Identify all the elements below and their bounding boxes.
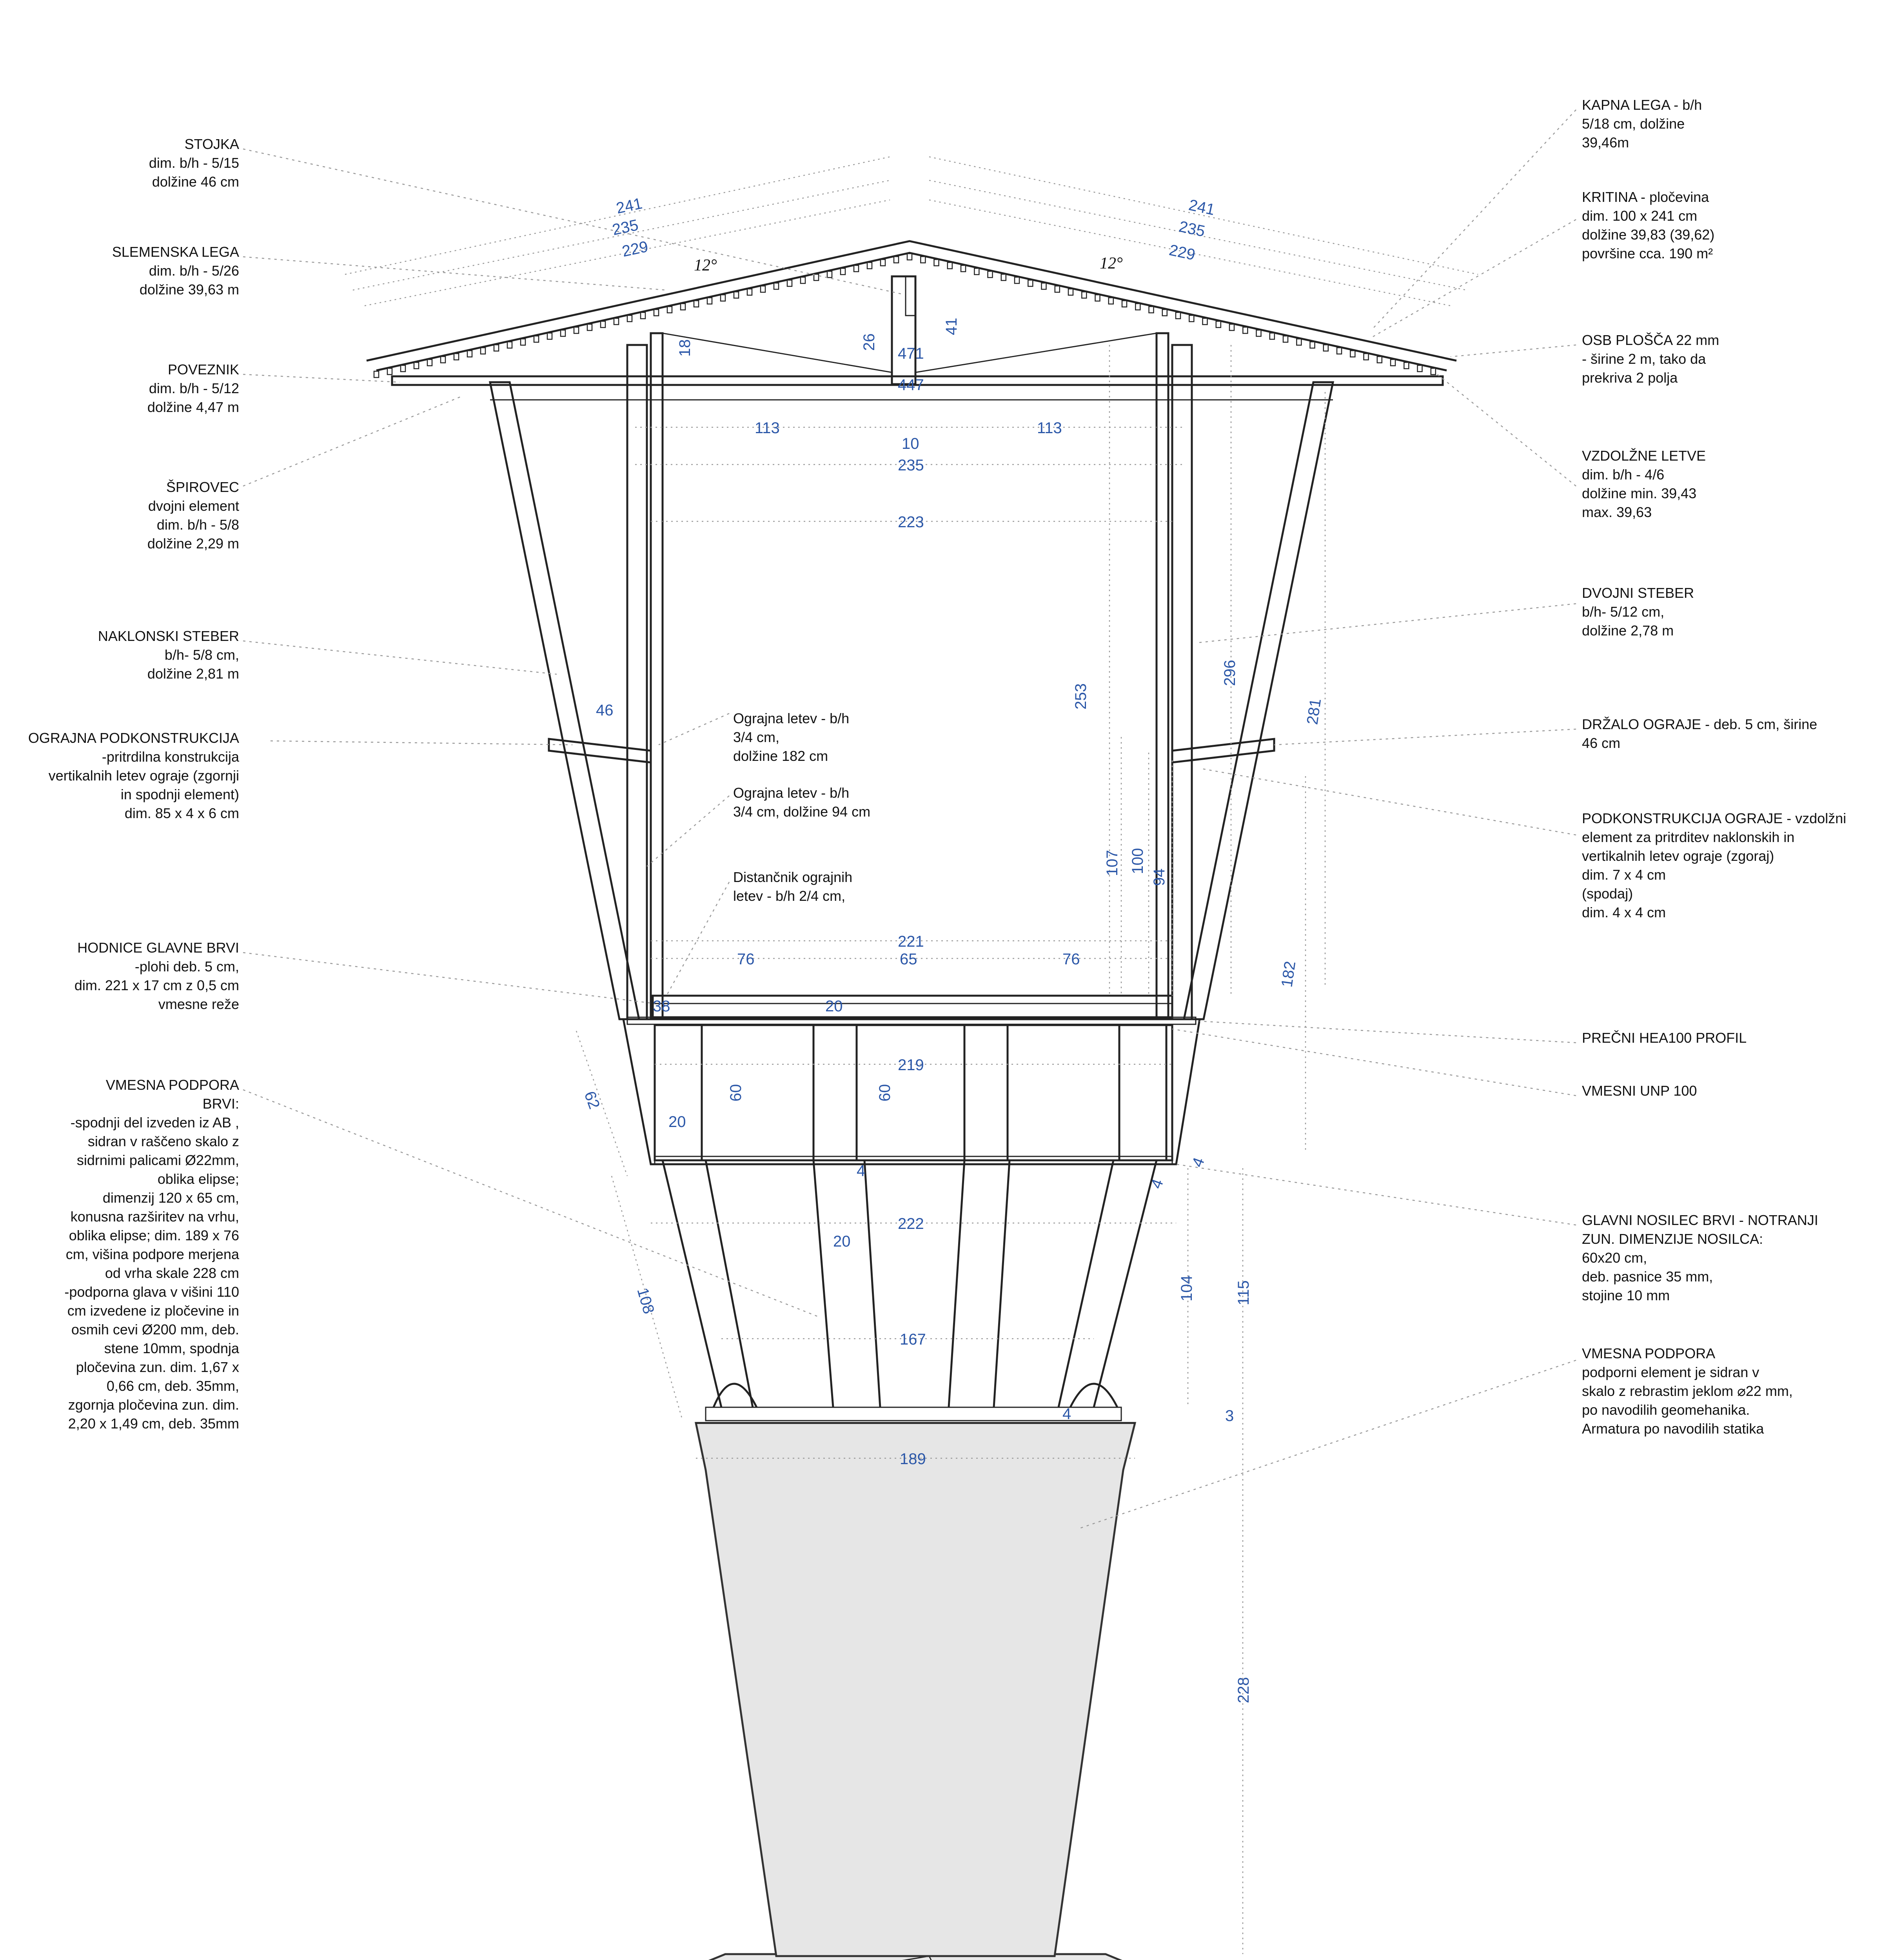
main-girder — [623, 1019, 1200, 1164]
roof-batten — [534, 336, 539, 342]
support-tube-5 — [949, 1160, 964, 1407]
roof-batten — [641, 312, 645, 319]
callout-vzdolzne-letve-line: max. 39,63 — [1582, 504, 1652, 520]
callout-hodnice-line: -plohi deb. 5 cm, — [134, 958, 239, 975]
callout-slemenska-lega-line: dim. b/h - 5/26 — [149, 263, 239, 279]
roof-batten — [507, 342, 512, 348]
callout-ograjna-podkonstrukcija-line: dim. 85 x 4 x 6 cm — [124, 805, 239, 821]
dim-65: 65 — [900, 951, 917, 968]
callout-vzdolzne-letve-line: VZDOLŽNE LETVE — [1582, 448, 1706, 464]
callout-ograjna-letev-182-line: Ograjna letev - b/h — [733, 710, 850, 726]
callout-stojka-line: dolžine 46 cm — [152, 174, 239, 190]
crossbeam-2 — [813, 1025, 857, 1160]
crossbeam-3 — [964, 1025, 1008, 1160]
roof-batten — [374, 371, 379, 377]
roof-batten — [787, 280, 792, 287]
dim-4-bottom: 4 — [1062, 1405, 1071, 1423]
callout-kapna-lega-line: 5/18 cm, dolžine — [1582, 116, 1685, 132]
roof-batten — [1324, 345, 1328, 351]
callout-spirovec-line: ŠPIROVEC — [166, 479, 239, 495]
support-tube-7 — [1059, 1160, 1113, 1407]
dim-roof-241: 241 — [614, 194, 644, 217]
roof-batten — [1149, 307, 1154, 313]
callout-vmesna-podpora-brvi-line: dimenzij 120 x 65 cm, — [102, 1190, 239, 1206]
dimline-roof-241 — [345, 157, 890, 274]
roof-batten — [841, 269, 845, 275]
dim-94: 94 — [1151, 868, 1168, 886]
ridge-beam — [906, 276, 915, 316]
roof-batten — [414, 363, 419, 369]
callout-vmesna-podpora-brvi-line: od vrha skale 228 cm — [105, 1265, 239, 1281]
callout-kritina-line: dim. 100 x 241 cm — [1582, 208, 1698, 224]
roof-batten — [1229, 324, 1234, 330]
right-double-post — [1157, 333, 1168, 1019]
left-inner-post — [627, 345, 647, 1019]
callout-dvojni-steber-line: dolžine 2,78 m — [1582, 622, 1674, 639]
roof-batten — [1337, 348, 1342, 354]
support-tube-3 — [813, 1160, 833, 1407]
callout-distancnik-line: Distančnik ograjnih — [733, 869, 853, 885]
dim-296: 296 — [1221, 660, 1238, 686]
callout-vmesna-podpora-brvi-line: oblika elipse; dim. 189 x 76 — [69, 1227, 239, 1243]
dim-108: 108 — [634, 1286, 658, 1316]
roof-batten — [1283, 336, 1288, 342]
callout-ograjna-podkonstrukcija-line: OGRAJNA PODKONSTRUKCIJA — [28, 730, 239, 746]
callout-vmesna-podpora-brvi-line: VMESNA PODPORA — [105, 1077, 239, 1093]
roof-batten — [988, 271, 993, 278]
roof-batten — [401, 365, 405, 372]
roof-batten — [614, 318, 619, 325]
callout-glavni-nosilec-line: ZUN. DIMENZIJE NOSILCA: — [1582, 1231, 1763, 1247]
roof-batten — [587, 324, 592, 330]
dim-26: 26 — [861, 333, 878, 351]
dim-182: 182 — [1278, 960, 1299, 989]
callout-vmesna-podpora-line: Armatura po navodilih statika — [1582, 1421, 1764, 1437]
leader-vmesna — [1078, 1360, 1576, 1529]
roof-batten — [734, 292, 739, 298]
right-inner-post — [1172, 345, 1192, 1019]
callout-vmesna-podpora-brvi-line: 2,20 x 1,49 cm, deb. 35mm — [68, 1416, 239, 1432]
leader-stojka — [243, 149, 902, 294]
callout-kritina-line: dolžine 39,83 (39,62) — [1582, 227, 1715, 243]
callout-vmesni-unp-line: VMESNI UNP 100 — [1582, 1083, 1697, 1099]
dim-60-left: 60 — [727, 1084, 744, 1102]
dim-3: 3 — [1225, 1407, 1234, 1425]
roof-batten — [467, 351, 472, 357]
roof-batten — [1189, 316, 1194, 322]
callout-vmesna-podpora-brvi-line: cm, višina podpore merjena — [65, 1246, 239, 1262]
callout-stojka-line: STOJKA — [184, 136, 239, 152]
callout-glavni-nosilec-line: deb. pasnice 35 mm, — [1582, 1269, 1713, 1285]
left-double-post — [651, 333, 663, 1019]
callout-kapna-lega-line: KAPNA LEGA - b/h — [1582, 97, 1702, 113]
callout-vmesna-podpora-line: po navodilih geomehanika. — [1582, 1402, 1750, 1418]
callout-kritina-line: KRITINA - pločevina — [1582, 189, 1709, 205]
roof-batten — [1162, 310, 1167, 316]
callout-spirovec-line: dolžine 2,29 m — [147, 535, 239, 552]
roof-batten — [881, 260, 885, 266]
roof-batten — [974, 269, 979, 275]
left-callouts — [28, 136, 240, 1432]
leader-vzdolzne — [1435, 372, 1576, 486]
dim-38: 38 — [653, 998, 670, 1015]
roof-batten — [921, 257, 925, 263]
top-plate — [706, 1407, 1121, 1421]
callout-naklonski-steber-line: dolžine 2,81 m — [147, 666, 239, 682]
roof-batten — [1203, 318, 1208, 325]
roof-batten — [454, 354, 459, 360]
dim-219: 219 — [898, 1056, 924, 1074]
roof-batten — [574, 327, 579, 334]
roof-batten — [854, 265, 859, 272]
roof-batten — [1364, 354, 1369, 360]
dim-76-right: 76 — [1062, 951, 1080, 968]
dim-189: 189 — [900, 1450, 926, 1468]
king-post — [892, 276, 915, 384]
callout-vzdolzne-letve-line: dim. b/h - 4/6 — [1582, 466, 1665, 483]
roof-batten — [827, 271, 832, 278]
leader-slemenska — [243, 257, 666, 290]
crossbeam-4 — [1119, 1025, 1166, 1160]
callout-podkonstrukcija-ograje-line: (spodaj) — [1582, 886, 1633, 902]
dim-447: 447 — [898, 376, 924, 394]
callout-naklonski-steber-line: NAKLONSKI STEBER — [98, 628, 239, 644]
roof-angle-left: 12° — [694, 256, 717, 274]
roof-batten — [1257, 330, 1261, 336]
callout-glavni-nosilec-line: stojine 10 mm — [1582, 1287, 1670, 1303]
roof-batten — [907, 254, 912, 260]
roof-batten — [1122, 301, 1127, 307]
leader-dvojni — [1196, 604, 1576, 643]
leader-distancnik — [666, 882, 729, 996]
left-inclined-post — [490, 382, 639, 1019]
dim-253: 253 — [1072, 683, 1089, 710]
dim-41: 41 — [943, 318, 960, 335]
roof-batten — [1296, 339, 1301, 345]
dim-4-right: 4 — [1148, 1177, 1167, 1191]
roof-batten — [1391, 359, 1395, 366]
dim-100: 100 — [1129, 848, 1146, 874]
roof-batten — [1135, 304, 1140, 310]
dim-10: 10 — [902, 435, 919, 452]
dim-60-right: 60 — [876, 1084, 893, 1102]
callout-vmesna-podpora-brvi-line: cm izvedene iz pločevine in — [67, 1303, 239, 1319]
callout-hodnice-line: dim. 221 x 17 cm z 0,5 cm — [74, 977, 239, 993]
roof-batten — [387, 368, 392, 375]
callout-naklonski-steber-line: b/h- 5/8 cm, — [164, 647, 239, 663]
callout-drzalo-ograje-line: 46 cm — [1582, 735, 1621, 751]
dim-roof-229: 229 — [620, 238, 650, 260]
callout-osb-line: - širine 2 m, tako da — [1582, 351, 1706, 367]
deck-boards — [653, 996, 1172, 1017]
roof-angle-right: 12° — [1100, 254, 1123, 272]
support-tube-8 — [1094, 1160, 1157, 1407]
dim-113-left: 113 — [755, 419, 780, 437]
leader-glavni — [1176, 1164, 1576, 1225]
roof-batten — [654, 310, 659, 316]
dim-228: 228 — [1235, 1677, 1252, 1703]
center-callouts — [733, 710, 870, 904]
callout-slemenska-lega-line: SLEMENSKA LEGA — [112, 244, 239, 260]
callout-vmesna-podpora-brvi-line: BRVI: — [202, 1096, 239, 1112]
dim-115: 115 — [1235, 1280, 1252, 1305]
roof-batten — [1310, 342, 1315, 348]
leader-kritina — [1372, 220, 1576, 337]
callout-dvojni-steber-line: b/h- 5/12 cm, — [1582, 604, 1665, 620]
callout-hodnice-line: HODNICE GLAVNE BRVI — [77, 940, 239, 956]
dim-221: 221 — [898, 933, 924, 950]
roof-batten — [1055, 286, 1060, 292]
callout-ograjna-podkonstrukcija-line: in spodnji element) — [120, 786, 239, 802]
callout-spirovec-line: dim. b/h - 5/8 — [156, 517, 239, 533]
roof-batten — [494, 345, 499, 351]
roof-batten — [721, 295, 725, 301]
roof-batten — [1377, 357, 1382, 363]
dim-62: 62 — [581, 1089, 603, 1111]
roof-batten — [761, 286, 765, 292]
callout-vmesna-podpora-brvi-line: -spodnji del izveden iz AB , — [70, 1114, 239, 1131]
roof-batten — [707, 298, 712, 304]
dim-18: 18 — [676, 339, 694, 357]
roof-batten — [1418, 365, 1422, 372]
callout-vmesna-podpora-line: skalo z rebrastim jeklom ⌀22 mm, — [1582, 1383, 1793, 1399]
roof-batten — [601, 321, 605, 328]
roof-batten — [547, 333, 552, 339]
callout-glavni-nosilec-line: GLAVNI NOSILEC BRVI - NOTRANJI — [1582, 1212, 1818, 1228]
leader-unp — [1172, 1029, 1576, 1096]
callout-ograjna-letev-182-line: dolžine 182 cm — [733, 748, 828, 764]
roof-batten — [521, 339, 525, 345]
callout-vmesna-podpora-brvi-line: sidran v raščeno skalo z — [87, 1133, 239, 1149]
roof-batten — [1176, 312, 1180, 319]
roof-batten — [1028, 280, 1033, 287]
callout-hodnice-line: vmesne reže — [158, 996, 239, 1012]
leader-kapna — [1372, 110, 1576, 329]
roof-batten — [948, 263, 952, 269]
dim-20-side: 20 — [668, 1113, 686, 1131]
roof-batten — [481, 348, 485, 354]
callout-podkonstrukcija-ograje-line: vertikalnih letev ograje (zgoraj) — [1582, 848, 1774, 864]
roof-batten — [1001, 274, 1006, 281]
roof-batten — [1068, 289, 1073, 295]
roof-batten — [427, 359, 432, 366]
dim-roof-235: 235 — [610, 216, 640, 239]
roof-batten — [1270, 333, 1275, 339]
callout-precni-hea-line: PREČNI HEA100 PROFIL — [1582, 1030, 1747, 1046]
dim-20-low: 20 — [833, 1233, 851, 1250]
callout-poveznik-line: dim. b/h - 5/12 — [149, 380, 239, 396]
dim-76-left: 76 — [737, 951, 755, 968]
leader-drzalo — [1274, 729, 1576, 745]
callout-vmesna-podpora-brvi-line: osmih cevi Ø200 mm, deb. — [71, 1321, 239, 1338]
leader-letev-182 — [659, 713, 729, 745]
callout-ograjna-letev-94-line: Ograjna letev - b/h — [733, 785, 850, 801]
roof-batten — [1216, 321, 1221, 328]
dim-46: 46 — [596, 702, 614, 719]
dim-20-top: 20 — [825, 998, 843, 1015]
right-callouts — [1582, 97, 1846, 1437]
leader-spirovec — [243, 396, 463, 486]
callout-poveznik-line: dolžine 4,47 m — [147, 399, 239, 415]
callout-podkonstrukcija-ograje-line: element za pritrditev naklonskih in — [1582, 829, 1795, 845]
callout-vmesna-podpora-brvi-line: 0,66 cm, deb. 35mm, — [106, 1378, 239, 1394]
roof-batten — [961, 265, 966, 272]
callout-spirovec-line: dvojni element — [148, 498, 239, 514]
callout-ograjna-letev-94-line: 3/4 cm, dolžine 94 cm — [733, 804, 871, 820]
strut-right — [915, 333, 1157, 372]
roof-batten — [1243, 327, 1247, 334]
leader-osb — [1451, 345, 1576, 357]
roof-batten — [441, 357, 445, 363]
roof-batten — [561, 330, 565, 336]
dim-4-mid: 4 — [1189, 1155, 1208, 1170]
dim-222: 222 — [898, 1215, 924, 1232]
callout-drzalo-ograje-line: DRŽALO OGRAJE - deb. 5 cm, širine — [1582, 716, 1818, 732]
dim-281: 281 — [1304, 697, 1325, 726]
dim-104: 104 — [1178, 1275, 1195, 1301]
roof-batten — [867, 263, 872, 269]
callout-ograjna-podkonstrukcija-line: -pritrdilna konstrukcija — [102, 749, 239, 765]
leader-ograjna — [271, 741, 572, 745]
roof-batten — [1015, 277, 1019, 283]
callout-ograjna-letev-182-line: 3/4 cm, — [733, 729, 780, 745]
roof-batten — [694, 301, 699, 307]
callout-kritina-line: površine cca. 190 m² — [1582, 245, 1713, 261]
callout-vmesna-podpora-line: podporni element je sidran v — [1582, 1364, 1760, 1380]
callout-podkonstrukcija-ograje-line: dim. 4 x 4 cm — [1582, 904, 1666, 920]
dim-113-right: 113 — [1037, 419, 1062, 437]
callout-ograjna-podkonstrukcija-line: vertikalnih letev ograje (zgornji — [48, 768, 239, 784]
roof-batten — [1042, 283, 1046, 289]
leader-precni — [1200, 1021, 1576, 1043]
leader-podkonstrukcija — [1200, 768, 1576, 835]
roof-batten — [801, 277, 805, 283]
callout-podkonstrukcija-ograje-line: PODKONSTRUKCIJA OGRAJE - vzdolžni — [1582, 810, 1847, 826]
dim-167: 167 — [900, 1331, 926, 1348]
dim-223: 223 — [898, 514, 924, 531]
roof-batten — [1431, 368, 1436, 375]
callout-kapna-lega-line: 39,46m — [1582, 134, 1629, 151]
callout-vmesna-podpora-brvi-line: konusna razširitev na vrhu, — [70, 1209, 239, 1225]
roof-batten — [934, 260, 939, 266]
callout-vmesna-podpora-brvi-line: sidrnimi palicami Ø22mm, — [76, 1152, 239, 1168]
callout-vmesna-podpora-brvi-line: pločevina zun. dim. 1,67 x — [76, 1359, 239, 1375]
support-tube-4 — [864, 1160, 880, 1407]
dim-471: 471 — [898, 345, 924, 362]
concrete-pier — [696, 1423, 1135, 1956]
callout-vmesna-podpora-brvi-line: oblika elipse; — [157, 1171, 239, 1187]
roof-batten — [1082, 292, 1086, 298]
roof-batten — [681, 304, 685, 310]
callout-podkonstrukcija-ograje-line: dim. 7 x 4 cm — [1582, 867, 1666, 883]
leader-naklonski — [243, 641, 557, 674]
roof-batten — [627, 316, 632, 322]
callout-osb-line: prekriva 2 polja — [1582, 370, 1678, 386]
callout-stojka-line: dim. b/h - 5/15 — [149, 155, 239, 171]
roof-batten — [1350, 351, 1355, 357]
callout-dvojni-steber-line: DVOJNI STEBER — [1582, 585, 1694, 601]
dim-4-left: 4 — [857, 1162, 866, 1180]
leader-vmesna-brvi — [243, 1090, 819, 1317]
callout-osb-line: OSB PLOŠČA 22 mm — [1582, 332, 1720, 348]
dim-roof-235-r: 235 — [1177, 218, 1207, 240]
callout-vmesna-podpora-brvi-line: stene 10mm, spodnja — [104, 1340, 239, 1356]
crossbeam-1 — [655, 1025, 702, 1160]
callout-vzdolzne-letve-line: dolžine min. 39,43 — [1582, 485, 1697, 501]
callout-glavni-nosilec-line: 60x20 cm, — [1582, 1250, 1647, 1266]
leader-hodnice — [243, 953, 655, 1004]
roof-batten — [747, 289, 752, 295]
roof-batten — [1404, 363, 1409, 369]
leader-letev-94 — [647, 796, 729, 866]
dim-107: 107 — [1104, 850, 1121, 876]
dim-235: 235 — [898, 457, 924, 474]
dim-roof-241-r: 241 — [1187, 196, 1217, 219]
roof-batten — [1095, 295, 1100, 301]
callout-vmesna-podpora-brvi-line: -podporna glava v višini 110 — [64, 1284, 239, 1300]
roof-batten — [667, 307, 672, 313]
roof-batten — [1109, 298, 1113, 304]
callout-distancnik-line: letev - b/h 2/4 cm, — [733, 888, 846, 904]
callout-vmesna-podpora-line: VMESNA PODPORA — [1582, 1345, 1716, 1361]
roof-batten — [894, 257, 899, 263]
support-tube-6 — [994, 1160, 1010, 1407]
dim-roof-229-r: 229 — [1168, 241, 1197, 264]
roof-batten — [774, 283, 779, 289]
callout-slemenska-lega-line: dolžine 39,63 m — [139, 281, 239, 298]
callout-vmesna-podpora-brvi-line: zgornja pločevina zun. dim. — [68, 1397, 239, 1413]
callout-poveznik-line: POVEZNIK — [167, 361, 239, 377]
strut-left — [663, 333, 892, 372]
